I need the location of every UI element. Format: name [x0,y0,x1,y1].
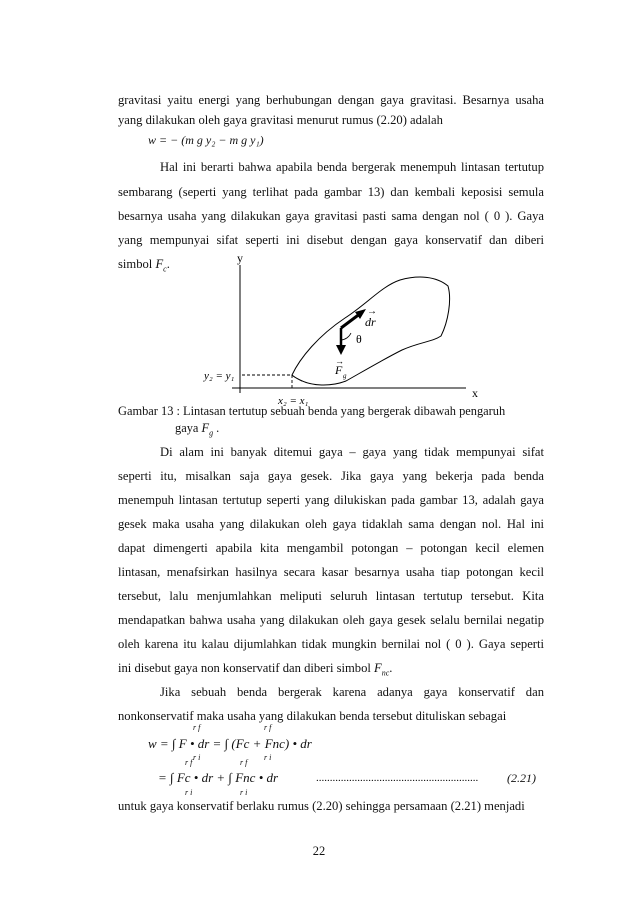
paragraph-line: Jika sebuah benda bergerak karena adanya gaya konservatif dan [160,685,544,699]
integral-limit-upper: r f [264,723,272,732]
text: gaya [175,421,202,435]
integral-limit-lower: r i [240,788,248,797]
symbol-sub: c [163,264,167,274]
x-equal-label: x₂ = x₁ [278,395,309,407]
paragraph-line: yang mempunyai sifat seperti ini disebut dengan gaya konservatif dan diberi [118,233,544,247]
integral-limit-upper: r f [240,758,248,767]
dr-vector-mark: → [367,306,377,317]
y-axis-label: y [237,251,243,265]
symbol-f: F [201,421,210,435]
equation-2-21-line1: w = ∫ F • dr = ∫ (Fc + Fnc) • dr [148,736,312,751]
force-label-sub: g [343,372,347,380]
theta-arc [341,333,351,340]
text: . [389,661,393,675]
text: . [213,421,220,435]
integral-limit-lower: r i [193,753,201,762]
equation-number: (2.21) [507,771,536,785]
page-number: 22 [312,844,326,858]
text: ini disebut gaya non konservatif dan diberi simbol [118,661,375,675]
x-axis-label: x [472,386,478,400]
paragraph-line: tersebut, lalu menjumlahkan meliputi seluruh lintasan tertutup tersebut. Kita [118,589,544,603]
paragraph-line: Di alam ini banyak ditemui gaya – gaya yang tidak mempunyai sifat [160,445,544,459]
paragraph-line: mendapatkan bahwa usaha yang dilakukan oleh gaya gesek selalu bernilai negatip [118,613,544,627]
y-equal-label: y₂ = y₁ [204,370,235,382]
integral-limit-upper: r f [185,758,193,767]
symbol-f: F [374,661,382,675]
equation-dots: ........................................................... [316,772,479,784]
paragraph-line: oleh karena itu kalau dijumlahkan tidak mungkin bernilai nol ( 0 ). Gaya seperti [118,637,544,651]
symbol-sub: nc [381,668,390,678]
paragraph-line: yang dilakukan oleh gaya gravitasi menurut rumus (2.20) adalah [118,113,443,127]
equation-2-21-line2: = ∫ Fc • dr + ∫ Fnc • dr [158,770,279,785]
integral-limit-lower: r i [264,753,272,762]
dr-label: dr [365,315,376,329]
text: simbol [118,257,156,271]
paragraph-line: nonkonservatif maka usaha yang dilakukan benda tersebut dituliskan sebagai [118,709,507,723]
paragraph-line [118,660,544,682]
integral-limit-lower: r i [185,788,193,797]
fg-arrowhead [336,345,346,355]
symbol-f: F [155,257,164,271]
paragraph-line: besarnya usaha yang dilakukan gaya gravitasi pasti sama dengan nol ( 0 ). Gaya [118,209,544,223]
paragraph-line: Hal ini berarti bahwa apabila benda bergerak menempuh lintasan tertutup [160,160,544,174]
force-label: F [335,363,343,377]
text: . [166,257,170,271]
paragraph-line: dapat dimengerti apabila kita mengambil potongan – potongan kecil elemen [118,541,544,555]
closed-path [292,277,450,385]
paragraph-line: gravitasi yaitu energi yang berhubungan dengan gaya gravitasi. Besarnya usaha [118,93,544,107]
paragraph-line: menempuh lintasan tertutup seperti yang dilukiskan pada gambar 13, adalah gaya [118,493,544,507]
figure-caption: Gambar 13 : Lintasan tertutup sebuah benda yang bergerak dibawah pengaruh [118,404,506,418]
figure-caption-line2 [175,421,219,437]
paragraph-line: seperti itu, misalkan saja gaya gesek. Jika gaya yang bekerja pada benda [118,469,544,483]
equation-2-20: w = − (m g y₂ − m g y₁) [148,133,264,147]
symbol-sub: g [209,428,214,438]
force-vector-mark: → [335,356,344,366]
paragraph-line: sembarang (seperti yang terlihat pada gambar 13) dan kembali keposisi semula [118,185,544,199]
paragraph-line: gesek maka usaha yang dilakukan oleh gaya tidaklah sama dengan nol. Hal ini [118,517,544,531]
paragraph-line: untuk gaya konservatif berlaku rumus (2.20) sehingga persamaan (2.21) menjadi [118,799,525,813]
theta-label: θ [356,332,362,346]
integral-limit-upper: r f [193,723,201,732]
paragraph-line: lintasan, menafsirkan hasilnya secara kasar besarnya usaha tiap potongan kecil [118,565,544,579]
